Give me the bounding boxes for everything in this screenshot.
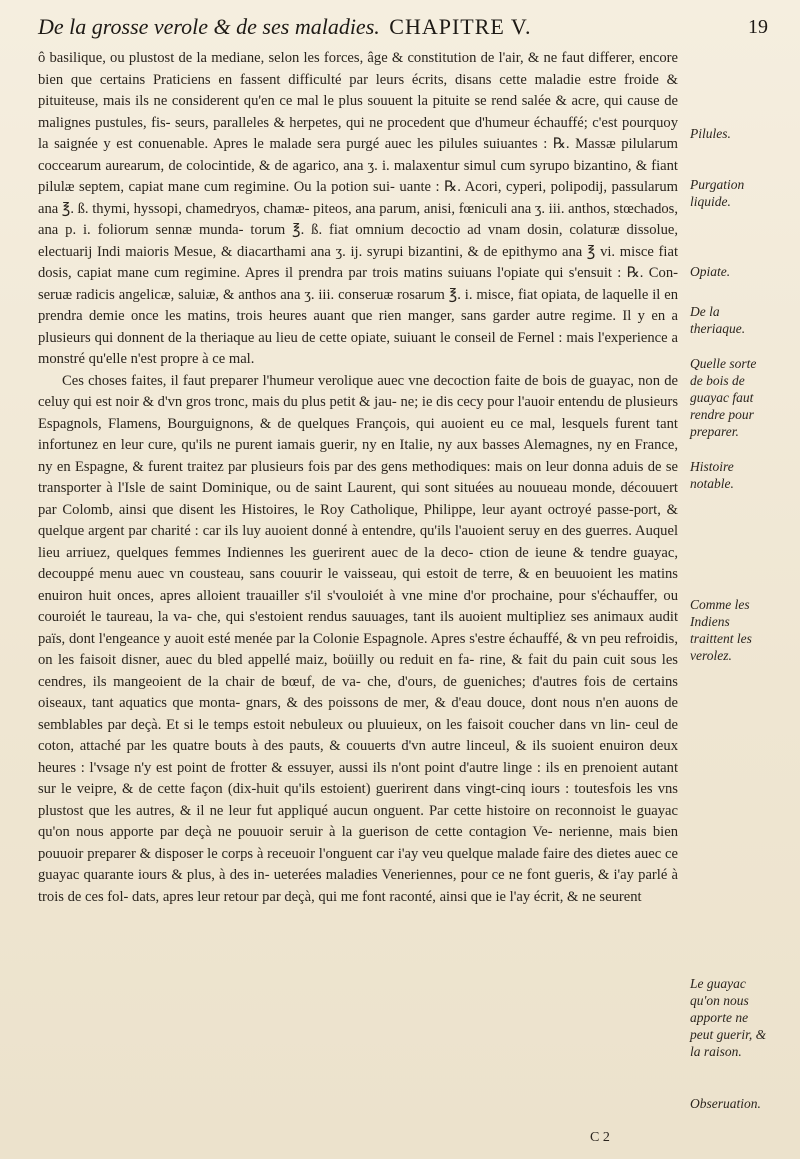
paragraph-2: Ces choses faites, il faut preparer l'humeur verolique auec vne decoction faite de bois de guayac, non de celuy qui est noir & d'vn gros tronc, mais du plus petit & jau- ne; ie dis cecy pour l'auoir entendu de plusieurs Espagnols, Flamens, Bourguignons, & de quelques François, qui auoient eu ce mal, lesquels furent tant infortunez en leur cure, qu'ils ne purent iamais guerir, ny en Italie, ny aux basses Alemagnes, ny en France, ny en Espagne, & furent traitez par plusieurs fois par des gens methodiques: mais on leur donna aduis de se transporter à l'Isle de saint Dominique, ou de saint Laurent, qui sont situées au nouueau monde, découuert par Colomb, ainsi que disent les Histoires, le Roy Catholique, Philippe, leur ayant octroyé passe-port, & quelque argent par charité : car ils luy auoient donné à entendre, qu'ils l'auoient seruy en des guerres. Auquel lieu arriuez, quelques femmes Indiennes les guerirent auec de la deco- ction de ieune & tendre guayac, decouppé menu auec vn cousteau, sans couurir le vaisseau, qui estoit de terre, & en beuuoient les matins enuiron huit onces, apres alloient trauailler s'il s'vouloiét à vne mine d'or prochaine, pour s'échauffer, ou couroiét le taureau, la va- che, qui s'estoient rendus sauuages, tant ils auoient multipliez ses animaux audit païs, dont l'engeance y auoit esté menée par la Colonie Espagnole. Apres s'estre échauffé, & vn peu refroidis, on les faisoit disner, auec du bled appellé maiz, boüilly ou reduit en fa- rine, & fait du pain cuit sous les cendres, ils mangeoient de la chair de bœuf, de va- che, d'ours, de gueniches; d'autres fois de certains oiseaux, tant aquatics que monta- gnars, & des poissons de mer, & d'eau douce, dont nous n'en auons de semblables par deçà. Et si le temps estoit nebuleux ou pluuieux, on les faisoit coucher dans vn lin- ceul de coton, attaché par les quatre bouts à des pauts, & couuerts d'vn autre linceul, & ils suoient enuiron deux heures : l'vsage n'y est point de frotter & essuyer, aussi ils n'ont point d'autre linge : ils en prenoient autant sur le veipre, & de cette façon (dix-huit qu'ils estoient) guerirent dans vingt-cinq iours : toutesfois les vns plustost que les autres, & il ne leur fut appliqué aucun onguent. Par cette histoire on reconnoist le guayac qu'on nous apporte par deçà ne pouuoir seruir à la guerison de cette contagion Ve- nerienne, mais bien pouuoir preparer & disposer le corps à receuoir l'onguent car i'ay veu quelque malade faire des dietes auec ce guayac quarante iours & plus, à des in- ueterées maladies Veneriennes, pour ce ne font gueris, & i'ay parlé à trois de ces fol- dats, apres leur retour par deçà, qui me font raconté, ainsi que ie l'ay écrit, & ne seurent [38, 372, 678, 905]
margin-note-obseruation: Obseruation. [690, 1096, 761, 1111]
margin-note-purgation: Purgation liquide. [690, 177, 745, 209]
margin-note-opiate: Opiate. [690, 264, 731, 279]
margin-note-guayac: Le guayac qu'on nous apporte ne peut guerir, & la raison. [690, 976, 767, 1059]
running-title: De la grosse verole & de ses maladies. [38, 14, 380, 39]
paragraph-1: ô basilique, ou plustost de la mediane, selon les forces, âge & constitution de l'air, & ne faut differer, encore bien que certains Praticiens en fassent difficulté par leurs écrits, disans cette maladie estre froide & pituiteuse, mais ils ne considerent qu'en ce mal le plus souuent la pituite se rend salée & acre, qui cause de malignes pustules, fis- seurs, paralleles & herpetes, qui ne procedent que d'humeur échauffé; c'est pourquoy la saignée y est conuenable. Apres le malade sera purgé auec les pilules suiuantes : ℞. Massæ pilularum coccearum aurearum, de colocintide, & de agarico, ana ʒ. i. malaxentur simul cum syrupo bizantino, & fiant pilulæ septem, capiat mane cum regimine. Ou la potion sui- uante : ℞. Acori, cyperi, polipodij, passularum ana ℥. ß. thymi, hyssopi, chamedryos, chamæ- piteos, ana parum, anisi, fœniculi ana ʒ. iii. anthos, stœchados, ana p. i. foliorum sennæ munda- torum ℥. ß. fiat omnium decoctio ad vnam dosin, colaturæ dissolue, electuarij Indi maioris Mesue, & diacarthami ana ʒ. ij. syrupi bizantini, & de epithymo ana ℥ vi. misce fiat dosis, capiat mane cum regimine. Apres il prendra par trois matins suiuans l'opiate qui s'ensuit : ℞. Con- seruæ radicis angelicæ, saluiæ, & anthos ana ʒ. iii. conseruæ rosarum ℥. i. misce, fiat opiata, de laquelle il en prendra demie once les matins, trois heures auant que rien manger, sans garder autre regime. Il y en a plusieurs qui donnent de la theriaque au lieu de cette opiate, suiuant le conseil de Fernel : mais l'experience a monstré qu'elle n'est propre à ce mal. [38, 50, 678, 367]
page-number: 19 [748, 16, 768, 38]
margin-note-indiens: Comme les Indiens traittent les verolez. [690, 597, 752, 663]
margin-note-theriaque: De la theriaque. [690, 304, 746, 336]
margin-note-pilules: Pilules. [690, 126, 731, 141]
margin-note-histoire: Histoire notable. [690, 459, 734, 491]
signature-mark: C 2 [590, 1130, 610, 1145]
chapter-label: CHAPITRE V. [389, 14, 532, 39]
main-text [38, 48, 678, 908]
running-header [38, 10, 768, 44]
margin-note-bois: Quelle sorte de bois de guayac faut rendre pour preparer. [690, 356, 757, 439]
